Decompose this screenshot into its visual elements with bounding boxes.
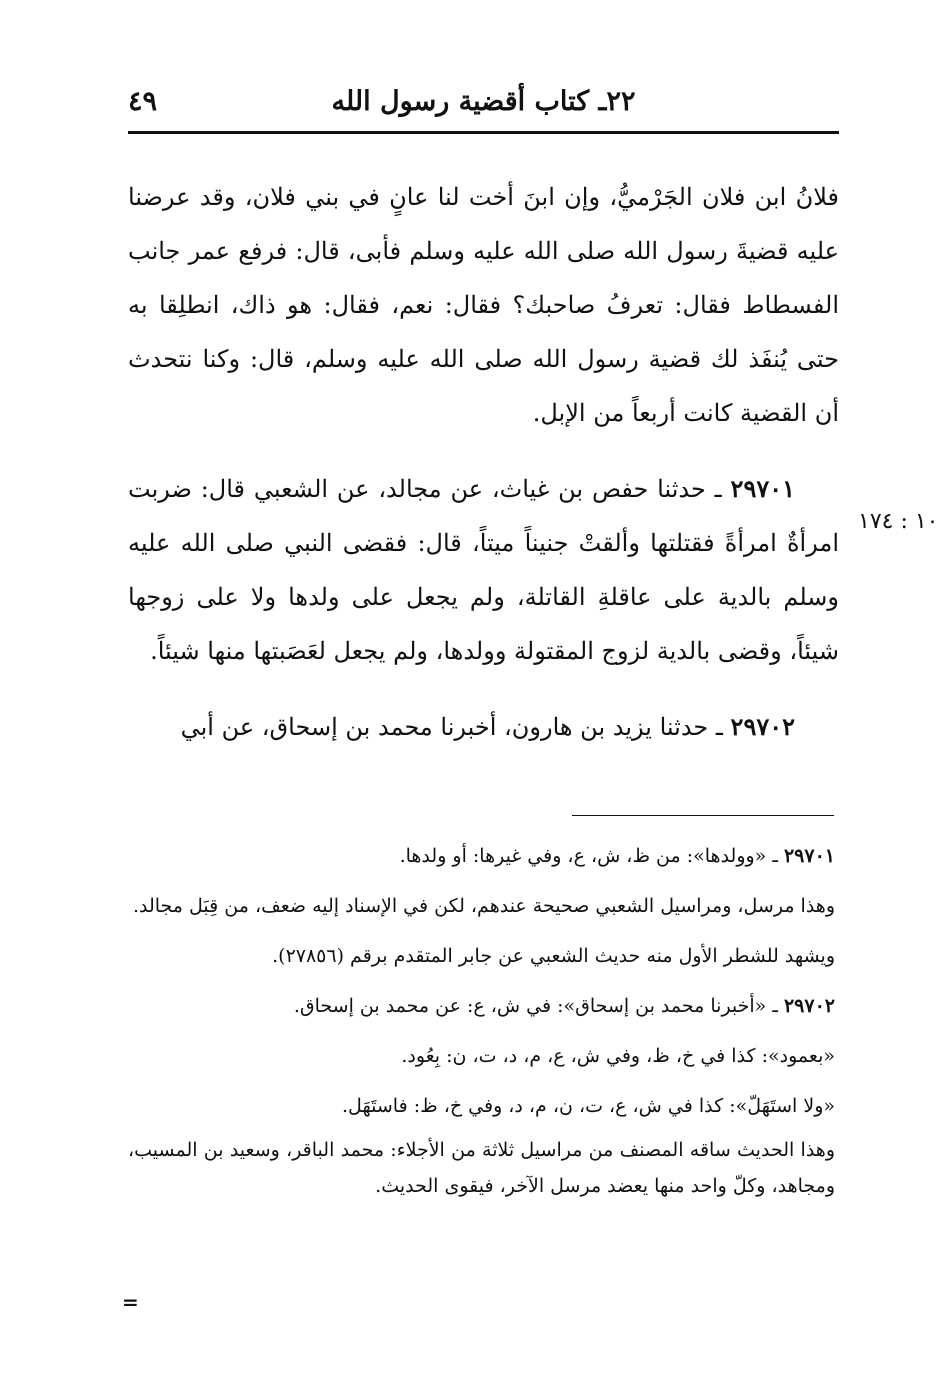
hadith-text: ـ حدثنا حفص بن غياث، عن مجالد، عن الشعبي قال: ضربت امرأةٌ امرأةً فقتلتها وألقتْ جنيناً ميتاً، قال: فقضى النبي صلى الله عليه وسلم بالدية على عاقلةِ القاتلة، ولم يجعل على ولدها ولا على زوجها شيئاً، وقضى بالدية لزوج المقتولة وولدها، ولم يجعل لعَصَبتها منها شيئاً. xyxy=(128,475,839,665)
hadith-29701 xyxy=(128,462,839,678)
footnote-number: ٢٩٧٠١ xyxy=(783,845,835,867)
footnote: وهذا مرسل، ومراسيل الشعبي صحيحة عندهم، لكن في الإسناد إليه ضعف، من قِبَل مجالد. xyxy=(132,895,835,917)
continuation-mark: = xyxy=(122,1290,139,1314)
footnote-text: ـ «أخبرنا محمد بن إسحاق»: في ش، ع: عن محمد بن إسحاق. xyxy=(293,995,778,1017)
hadith-number: ٢٩٧٠٢ xyxy=(730,712,795,741)
footnote: «بعمود»: كذا في خ، ظ، وفي ش، ع، م، د، ت، ن: بِعُود. xyxy=(401,1045,835,1067)
footnote xyxy=(128,838,835,874)
footnotes xyxy=(128,838,835,1218)
hadith-29702 xyxy=(128,700,839,754)
footnote: «ولا استَهَلّ»: كذا في ش، ع، ت، ن، م، د، وفي خ، ظ: فاستَهَل. xyxy=(341,1095,835,1117)
margin-reference: ١٠ : ١٧٤ xyxy=(858,509,939,534)
footnote xyxy=(128,988,835,1024)
footnote-text: ـ «وولدها»: من ظ، ش، ع، وفي غيرها: أو ولدها. xyxy=(399,845,778,867)
page-header xyxy=(128,84,839,134)
header-rule xyxy=(128,131,839,134)
footnote-separator xyxy=(572,815,834,816)
page-number: ٤٩ xyxy=(128,86,158,117)
footnote-number: ٢٩٧٠٢ xyxy=(783,995,835,1017)
running-title: ٢٢ـ كتاب أقضية رسول الله xyxy=(331,86,636,117)
footnote: وهذا الحديث ساقه المصنف من مراسيل ثلاثة من الأجلاء: محمد الباقر، وسعيد بن المسيب، ومجاهد، وكلّ واحد منها يعضد مرسل الآخر، فيقوى الحديث. xyxy=(128,1139,835,1197)
hadith-number: ٢٩٧٠١ xyxy=(730,474,795,503)
main-text xyxy=(128,170,839,754)
paragraph-continuation: فلانُ ابن فلان الجَرْميُّ، وإن ابنَ أخت لنا عانٍ في بني فلان، وقد عرضنا عليه قضيةَ رسول الله صلى الله عليه وسلم فأبى، قال: فرفع عمر جانب الفسطاط فقال: تعرفُ صاحبك؟ فقال: نعم، فقال: هو ذاك، انطلِقا به حتى يُنفَذ لك قضية رسول الله صلى الله عليه وسلم، قال: وكنا نتحدث أن القضية كانت أربعاً من الإبل. xyxy=(128,183,839,427)
hadith-text: ـ حدثنا يزيد بن هارون، أخبرنا محمد بن إسحاق، عن أبي xyxy=(180,713,723,741)
footnote: ويشهد للشطر الأول منه حديث الشعبي عن جابر المتقدم برقم (٢٧٨٥٦). xyxy=(272,945,835,967)
